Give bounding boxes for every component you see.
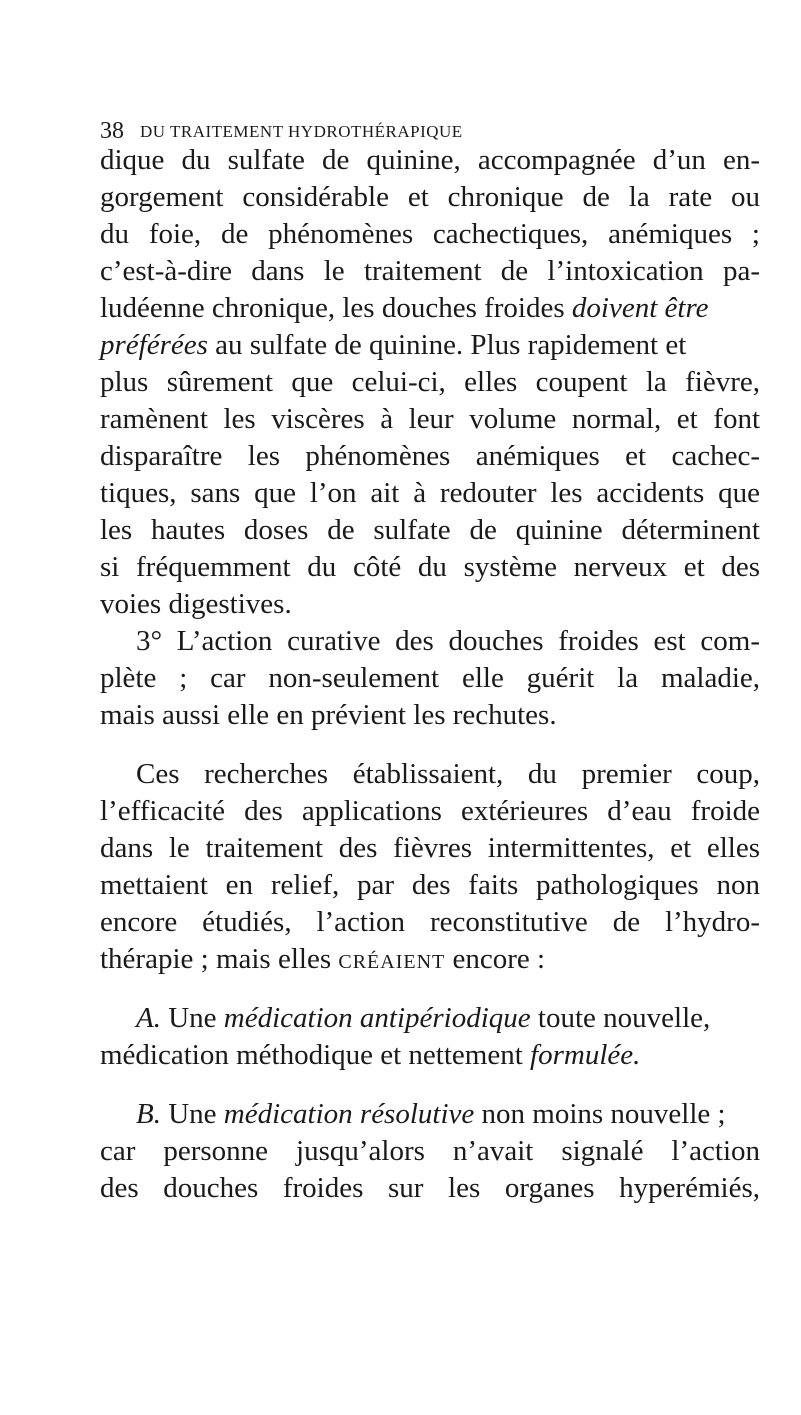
text-span: encore :: [445, 943, 546, 975]
text-line: [100, 1037, 760, 1074]
text-line: c’est-à-dire dans le traitement de l’intoxication pa-: [100, 255, 760, 287]
text-span: médication méthodique et nettement: [100, 1039, 531, 1071]
text-line: si fréquemment du côté du système nerveux et des: [100, 551, 760, 583]
small-caps-span: créaient: [338, 943, 446, 975]
italic-span: médication résolutive: [223, 1098, 475, 1130]
italic-span: doivent être: [571, 292, 709, 324]
text-line: [100, 1000, 760, 1037]
text-line: du foie, de phénomènes cachectiques, anémiques ;: [100, 218, 760, 250]
paragraph-gap: [100, 734, 760, 756]
text-line: dique du sulfate de quinine, accompagnée d’un en-: [100, 144, 760, 176]
text-line: 3° L’action curative des douches froides est com-: [136, 625, 760, 657]
text-line: dans le traitement des fièvres intermittentes, et elles: [100, 832, 760, 864]
italic-span: A.: [136, 1002, 161, 1034]
text-line: des douches froides sur les organes hyperémiés,: [100, 1172, 760, 1204]
text-line: les hautes doses de sulfate de quinine déterminent: [100, 514, 760, 546]
text-line: plète ; car non-seulement elle guérit la maladie,: [100, 662, 760, 694]
text-span: Une: [160, 1098, 224, 1130]
text-line: encore étudiés, l’action reconstitutive de l’hydro-: [100, 906, 760, 938]
text-line: Ces recherches établissaient, du premier coup,: [136, 758, 760, 790]
body-text: [100, 142, 760, 1207]
text-span: au sulfate de quinine. Plus rapidement et: [207, 329, 687, 361]
text-span: toute nouvelle,: [530, 1002, 711, 1034]
text-line: mettaient en relief, par des faits pathologiques non: [100, 869, 760, 901]
paragraph-gap: [100, 1074, 760, 1096]
paragraph-gap: [100, 978, 760, 1000]
text-span: thérapie ; mais elles: [100, 943, 339, 975]
italic-span: B.: [136, 1098, 161, 1130]
text-line: mais aussi elle en prévient les rechutes.: [100, 699, 557, 731]
text-line: [100, 941, 760, 978]
text-line: tiques, sans que l’on ait à redouter les accidents que: [100, 477, 760, 509]
italic-span: médication antipériodique: [223, 1002, 531, 1034]
text-line: gorgement considérable et chronique de la rate ou: [100, 181, 760, 213]
text-line: [100, 290, 760, 327]
text-line: voies digestives.: [100, 588, 292, 620]
italic-span: préférées: [100, 329, 208, 361]
page-header: [100, 118, 760, 144]
text-span: non moins nouvelle ;: [474, 1098, 726, 1130]
text-line: l’efficacité des applications extérieures d’eau froide: [100, 795, 760, 827]
text-line: [100, 327, 760, 364]
text-span: Une: [160, 1002, 224, 1034]
text-line: plus sûrement que celui-ci, elles coupent la fièvre,: [100, 366, 760, 398]
running-head: DU TRAITEMENT HYDROTHÉRAPIQUE: [140, 122, 463, 141]
text-line: ramènent les viscères à leur volume normal, et font: [100, 403, 760, 435]
italic-span: formulée.: [530, 1039, 641, 1071]
text-span: ludéenne chronique, les douches froides: [100, 292, 572, 324]
text-line: [100, 1096, 760, 1133]
text-line: disparaître les phénomènes anémiques et cachec-: [100, 440, 760, 472]
page-number: 38: [100, 118, 124, 144]
text-line: car personne jusqu’alors n’avait signalé l’action: [100, 1135, 760, 1167]
